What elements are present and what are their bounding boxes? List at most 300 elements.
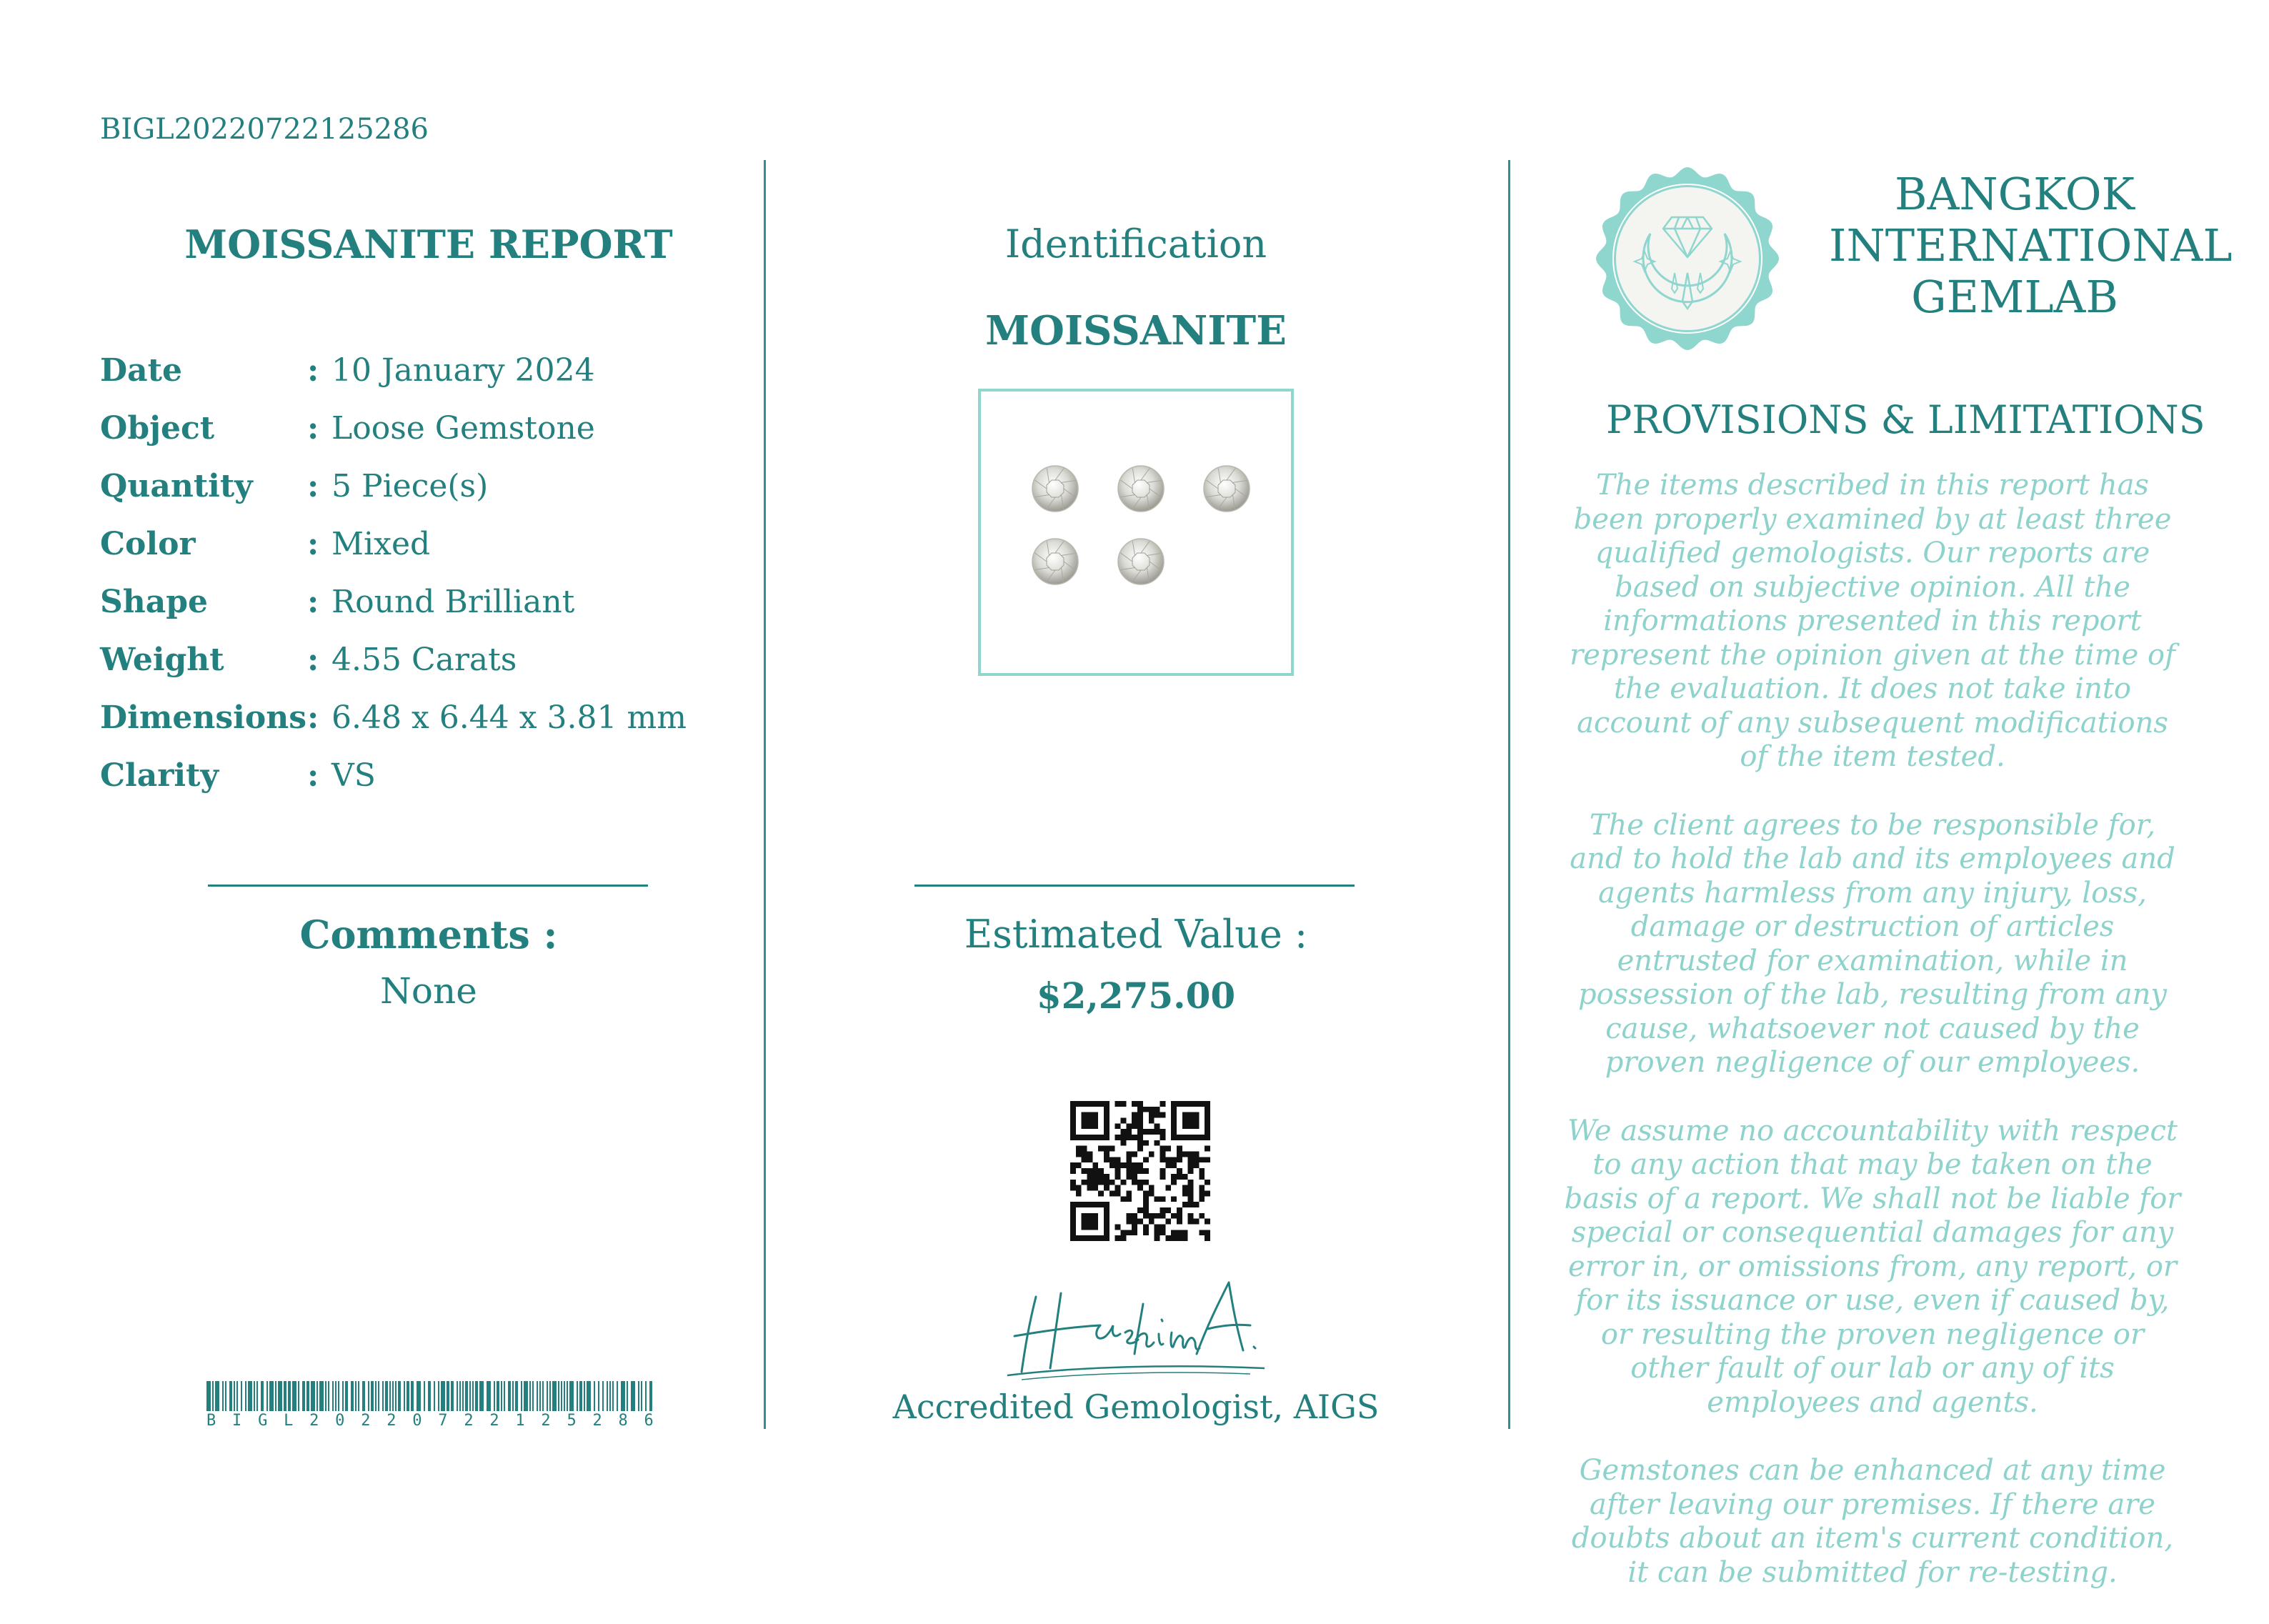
qr-module	[1098, 1174, 1104, 1180]
barcode-bar	[389, 1381, 391, 1411]
qr-module	[1070, 1135, 1076, 1140]
gemstone	[1032, 539, 1078, 584]
qr-module	[1171, 1162, 1177, 1168]
barcode-bar	[358, 1381, 359, 1411]
qr-module	[1188, 1123, 1194, 1129]
barcode-char: I	[232, 1412, 242, 1430]
qr-module	[1098, 1202, 1104, 1207]
barcode-char: 2	[309, 1412, 319, 1430]
qr-module	[1188, 1101, 1194, 1107]
column-divider-right	[1508, 160, 1510, 1429]
qr-module	[1160, 1168, 1165, 1174]
qr-module	[1092, 1112, 1098, 1118]
field-value: 6.48 x 6.44 x 3.81 mm	[331, 699, 687, 736]
qr-module	[1182, 1152, 1188, 1157]
qr-module	[1087, 1112, 1093, 1118]
qr-module	[1092, 1213, 1098, 1219]
barcode-bar	[612, 1381, 614, 1411]
gemologist-signature	[993, 1275, 1279, 1383]
qr-module	[1070, 1230, 1076, 1235]
qr-module	[1087, 1135, 1093, 1140]
qr-module	[1126, 1123, 1132, 1129]
barcode-bar	[524, 1381, 528, 1411]
qr-module	[1070, 1224, 1076, 1230]
barcode-bar	[504, 1381, 505, 1411]
qr-module	[1121, 1135, 1127, 1140]
qr-module	[1171, 1196, 1177, 1202]
barcode-bar	[457, 1381, 458, 1411]
qr-module	[1115, 1123, 1121, 1129]
qr-module	[1205, 1190, 1210, 1196]
qr-module	[1092, 1180, 1098, 1185]
qr-module	[1087, 1180, 1093, 1185]
barcode-char: 0	[335, 1412, 345, 1430]
qr-module	[1132, 1174, 1137, 1180]
barcode-bar	[351, 1381, 354, 1411]
qr-module	[1121, 1140, 1127, 1146]
gemstone	[1118, 466, 1164, 512]
qr-module	[1076, 1162, 1082, 1168]
qr-module	[1137, 1107, 1143, 1112]
barcode-bar	[434, 1381, 435, 1411]
qr-module	[1205, 1230, 1210, 1235]
qr-module	[1104, 1118, 1109, 1124]
gemstone	[1204, 466, 1250, 512]
barcode-bar	[549, 1381, 551, 1411]
qr-module	[1188, 1152, 1194, 1157]
field-value: 4.55 Carats	[331, 642, 517, 678]
qr-module	[1115, 1190, 1121, 1196]
qr-module	[1137, 1101, 1143, 1107]
barcode-bar	[539, 1381, 541, 1411]
qr-module	[1177, 1230, 1182, 1235]
qr-module	[1193, 1162, 1199, 1168]
qr-module	[1137, 1180, 1143, 1185]
qr-module	[1155, 1224, 1160, 1230]
qr-module	[1193, 1123, 1199, 1129]
qr-module	[1155, 1230, 1160, 1235]
qr-module	[1188, 1112, 1194, 1118]
qr-module	[1182, 1112, 1188, 1118]
qr-module	[1087, 1168, 1093, 1174]
provision-paragraph: Gemstones can be enhanced at any time after leaving our premises. If there are doubts about an item's current condition, it can be submitted for re-testing.	[1571, 1454, 2174, 1589]
qr-module	[1205, 1101, 1210, 1107]
qr-module	[1082, 1219, 1087, 1225]
barcode-bar	[567, 1381, 568, 1411]
barcode-bar	[501, 1381, 502, 1411]
field-row-shape	[100, 573, 757, 631]
qr-module	[1087, 1224, 1093, 1230]
qr-module	[1165, 1162, 1171, 1168]
barcode-bar	[564, 1381, 565, 1411]
qr-module	[1104, 1152, 1109, 1157]
barcode-bar	[229, 1381, 232, 1411]
qr-module	[1177, 1157, 1182, 1162]
barcode-bar	[594, 1381, 595, 1411]
qr-module	[1126, 1135, 1132, 1140]
qr-module	[1137, 1123, 1143, 1129]
qr-module	[1193, 1112, 1199, 1118]
qr-module	[1143, 1168, 1149, 1174]
qr-module	[1155, 1235, 1160, 1241]
qr-module	[1160, 1152, 1165, 1157]
barcode-bar	[424, 1381, 425, 1411]
qr-module	[1126, 1174, 1132, 1180]
qr-module	[1182, 1230, 1188, 1235]
qr-module	[1199, 1174, 1205, 1180]
qr-module	[1155, 1196, 1160, 1202]
qr-module	[1126, 1213, 1132, 1219]
barcode-bar	[316, 1381, 318, 1411]
qr-module	[1104, 1146, 1109, 1152]
qr-module	[1205, 1135, 1210, 1140]
qr-module	[1182, 1135, 1188, 1140]
field-label: Shape	[100, 584, 209, 620]
qr-module	[1143, 1202, 1149, 1207]
qr-module	[1171, 1213, 1177, 1219]
qr-module	[1070, 1101, 1076, 1107]
qr-module	[1104, 1135, 1109, 1140]
field-value: 10 January 2024	[331, 352, 595, 389]
qr-module	[1104, 1180, 1109, 1185]
qr-module	[1193, 1157, 1199, 1162]
qr-module	[1182, 1118, 1188, 1124]
barcode-bar	[234, 1381, 235, 1411]
barcode-bar	[288, 1381, 291, 1411]
barcode-bar	[302, 1381, 305, 1411]
qr-module	[1092, 1123, 1098, 1129]
qr-module	[1087, 1219, 1093, 1225]
barcode-bar	[417, 1381, 421, 1411]
qr-module	[1070, 1202, 1076, 1207]
barcode-bar	[378, 1381, 379, 1411]
qr-module	[1082, 1235, 1087, 1241]
qr-module	[1098, 1101, 1104, 1107]
qr-module	[1143, 1230, 1149, 1235]
barcode-bar	[266, 1381, 268, 1411]
qr-module	[1132, 1123, 1137, 1129]
field-value: Round Brilliant	[331, 584, 575, 620]
qr-module	[1115, 1157, 1121, 1162]
qr-module	[1082, 1123, 1087, 1129]
qr-module	[1070, 1107, 1076, 1112]
qr-module	[1143, 1129, 1149, 1135]
barcode-bar	[487, 1381, 491, 1411]
qr-module	[1070, 1219, 1076, 1225]
field-label: Object	[100, 410, 215, 447]
qr-module	[1171, 1180, 1177, 1185]
barcode-bar	[328, 1381, 329, 1411]
barcode-bar	[335, 1381, 336, 1411]
qr-module	[1092, 1162, 1098, 1168]
qr-module	[1104, 1202, 1109, 1207]
qr-module	[1132, 1180, 1137, 1185]
barcode-bar	[275, 1381, 276, 1411]
provision-paragraph: We assume no accountability with respect to any action that may be taken on the basis of a report. We shall not be liable for special or consequential damages for any error in, or omissions from, any report, or for its issuance or use, even if caused by, or resulting the proven negligence or other fault of our lab or any of its employees and agents.	[1564, 1114, 2181, 1419]
qr-module	[1098, 1235, 1104, 1241]
barcode-bar	[558, 1381, 559, 1411]
qr-module	[1109, 1190, 1115, 1196]
qr-module	[1137, 1146, 1143, 1152]
qr-module	[1126, 1190, 1132, 1196]
qr-module	[1121, 1196, 1127, 1202]
barcode-bar	[398, 1381, 401, 1411]
field-row-date	[100, 342, 757, 399]
qr-module	[1082, 1180, 1087, 1185]
barcode-char: 6	[644, 1412, 654, 1430]
barcode-bar	[284, 1381, 286, 1411]
barcode-char: G	[258, 1412, 268, 1430]
qr-module	[1121, 1118, 1127, 1124]
barcode-bar	[362, 1381, 365, 1411]
qr-module	[1082, 1224, 1087, 1230]
qr-module	[1149, 1107, 1155, 1112]
qr-module	[1193, 1152, 1199, 1157]
barcode-bar	[497, 1381, 499, 1411]
barcode-bar	[256, 1381, 258, 1411]
barcode-bar	[451, 1381, 454, 1411]
qr-module	[1205, 1118, 1210, 1124]
barcode-bar	[248, 1381, 252, 1411]
qr-module	[1132, 1219, 1137, 1225]
qr-module	[1098, 1180, 1104, 1185]
barcode-bar	[515, 1381, 518, 1411]
gemstone	[1118, 539, 1164, 584]
qr-module	[1205, 1129, 1210, 1135]
qr-module	[1160, 1112, 1165, 1118]
qr-module	[1193, 1219, 1199, 1225]
barcode-char: 2	[541, 1412, 551, 1430]
qr-module	[1193, 1101, 1199, 1107]
qr-module	[1092, 1185, 1098, 1191]
qr-module	[1199, 1213, 1205, 1219]
qr-module	[1171, 1235, 1177, 1241]
qr-module	[1070, 1235, 1076, 1241]
qr-module	[1104, 1157, 1109, 1162]
barcode-bar	[292, 1381, 296, 1411]
qr-module	[1171, 1174, 1177, 1180]
qr-code	[1070, 1101, 1210, 1241]
qr-module	[1126, 1196, 1132, 1202]
qr-module	[1092, 1118, 1098, 1124]
qr-module	[1104, 1112, 1109, 1118]
qr-module	[1115, 1101, 1121, 1107]
qr-module	[1137, 1185, 1143, 1191]
barcode-char: 2	[361, 1412, 371, 1430]
qr-module	[1087, 1118, 1093, 1124]
qr-module	[1149, 1185, 1155, 1191]
field-label: Weight	[100, 642, 224, 678]
qr-module	[1070, 1162, 1076, 1168]
field-colon: :	[307, 757, 319, 794]
qr-module	[1070, 1180, 1076, 1185]
barcode-bar	[472, 1381, 474, 1411]
qr-module	[1188, 1157, 1194, 1162]
qr-module	[1160, 1135, 1165, 1140]
qr-module	[1126, 1168, 1132, 1174]
qr-module	[1126, 1129, 1132, 1135]
qr-module	[1177, 1135, 1182, 1140]
barcode-bar	[206, 1381, 211, 1411]
qr-module	[1104, 1174, 1109, 1180]
qr-module	[1160, 1213, 1165, 1219]
qr-module	[1177, 1213, 1182, 1219]
qr-module	[1177, 1235, 1182, 1241]
qr-module	[1104, 1123, 1109, 1129]
qr-module	[1165, 1207, 1171, 1213]
qr-module	[1104, 1101, 1109, 1107]
field-label: Date	[100, 352, 182, 389]
qr-module	[1132, 1112, 1137, 1118]
barcode-bar	[529, 1381, 531, 1411]
qr-module	[1082, 1112, 1087, 1118]
barcode-char: 5	[567, 1412, 577, 1430]
barcode-bar	[598, 1381, 599, 1411]
qr-module	[1143, 1196, 1149, 1202]
qr-module	[1205, 1146, 1210, 1152]
qr-module	[1137, 1162, 1143, 1168]
barcode-bar	[438, 1381, 439, 1411]
qr-module	[1098, 1135, 1104, 1140]
barcode-bar	[462, 1381, 464, 1411]
field-colon: :	[307, 642, 319, 678]
barcode-bar	[617, 1381, 618, 1411]
barcode-char: 7	[438, 1412, 448, 1430]
qr-module	[1115, 1168, 1121, 1174]
divider-value	[914, 885, 1355, 887]
qr-module	[1177, 1146, 1182, 1152]
qr-module	[1171, 1101, 1177, 1107]
qr-module	[1160, 1174, 1165, 1180]
qr-module	[1199, 1168, 1205, 1174]
field-value: VS	[331, 757, 376, 794]
provision-paragraph: The items described in this report has been properly examined by at least three qualified gemologists. Our reports are based on subjective opinion. All the informations presented in this report represent the opinion given at the time of the evaluation. It does not take into account of any subsequent modifications of the item tested.	[1570, 469, 2175, 773]
field-value: 5 Piece(s)	[331, 468, 489, 504]
qr-module	[1205, 1157, 1210, 1162]
qr-module	[1205, 1123, 1210, 1129]
qr-module	[1137, 1112, 1143, 1118]
field-row-object	[100, 399, 757, 457]
barcode-char: 2	[489, 1412, 499, 1430]
qr-module	[1087, 1157, 1093, 1162]
qr-module	[1155, 1213, 1160, 1219]
qr-module	[1165, 1157, 1171, 1162]
barcode-bar	[508, 1381, 511, 1411]
qr-module	[1087, 1185, 1093, 1191]
barcode-char: 1	[515, 1412, 525, 1430]
barcode-bar	[306, 1381, 309, 1411]
qr-module	[1149, 1129, 1155, 1135]
provisions-text	[1562, 469, 2183, 1624]
field-colon: :	[307, 526, 319, 562]
lab-name-line: GEMLAB	[1911, 271, 2118, 323]
qr-module	[1121, 1180, 1127, 1185]
barcode-bar	[215, 1381, 219, 1411]
barcode-char: 2	[387, 1412, 397, 1430]
qr-module	[1155, 1140, 1160, 1146]
qr-module	[1171, 1230, 1177, 1235]
qr-module	[1188, 1213, 1194, 1219]
barcode-char: 8	[618, 1412, 628, 1430]
provision-paragraph: The client agrees to be responsible for, and to hold the lab and its employees and agents harmless from any injury, loss, damage or destruction of articles entrusted for examination, while in possession of the lab, resulting from any cause, whatsoever not caused by the proven negligence of our employees.	[1570, 808, 2175, 1079]
barcode-bar	[382, 1381, 384, 1411]
qr-module	[1115, 1224, 1121, 1230]
qr-module	[1205, 1112, 1210, 1118]
qr-module	[1177, 1219, 1182, 1225]
qr-module	[1182, 1190, 1188, 1196]
barcode-bar	[407, 1381, 409, 1411]
barcode-bar	[338, 1381, 339, 1411]
qr-module	[1137, 1168, 1143, 1174]
qr-module	[1160, 1101, 1165, 1107]
qr-module	[1070, 1213, 1076, 1219]
qr-module	[1155, 1123, 1160, 1129]
qr-module	[1115, 1162, 1121, 1168]
barcode-bar	[561, 1381, 562, 1411]
qr-module	[1188, 1190, 1194, 1196]
barcode-char: L	[284, 1412, 294, 1430]
qr-module	[1160, 1146, 1165, 1152]
qr-module	[1171, 1118, 1177, 1124]
qr-module	[1076, 1152, 1082, 1157]
qr-module	[1199, 1101, 1205, 1107]
barcode	[206, 1381, 654, 1411]
barcode-bar	[552, 1381, 557, 1411]
barcode-bar	[521, 1381, 522, 1411]
gemstone-photo	[978, 389, 1294, 676]
barcode-bar	[375, 1381, 376, 1411]
qr-module	[1199, 1190, 1205, 1196]
qr-module	[1160, 1230, 1165, 1235]
barcode-bar	[392, 1381, 394, 1411]
qr-module	[1104, 1107, 1109, 1112]
qr-module	[1165, 1146, 1171, 1152]
qr-module	[1126, 1230, 1132, 1235]
field-row-color	[100, 515, 757, 573]
qr-module	[1104, 1207, 1109, 1213]
qr-module	[1171, 1107, 1177, 1112]
qr-module	[1149, 1152, 1155, 1157]
barcode-bar	[245, 1381, 246, 1411]
qr-module	[1160, 1129, 1165, 1135]
gemstone-photo-stones	[981, 392, 1291, 673]
qr-module	[1104, 1219, 1109, 1225]
identification-value: MOISSANITE	[985, 307, 1287, 354]
barcode-bar	[609, 1381, 611, 1411]
barcode-bar	[428, 1381, 431, 1411]
provisions-title: PROVISIONS & LIMITATIONS	[1606, 397, 2205, 442]
qr-module	[1092, 1224, 1098, 1230]
barcode-bar	[385, 1381, 388, 1411]
qr-module	[1199, 1157, 1205, 1162]
qr-module	[1188, 1202, 1194, 1207]
qr-module	[1070, 1207, 1076, 1213]
field-label: Quantity	[100, 468, 253, 504]
qr-module	[1115, 1185, 1121, 1191]
qr-module	[1104, 1224, 1109, 1230]
qr-module	[1121, 1101, 1127, 1107]
qr-module	[1082, 1168, 1087, 1174]
barcode-bar	[278, 1381, 282, 1411]
qr-module	[1087, 1235, 1093, 1241]
qr-module	[1104, 1235, 1109, 1241]
qr-module	[1087, 1174, 1093, 1180]
qr-module	[1188, 1196, 1194, 1202]
qr-module	[1104, 1185, 1109, 1191]
barcode-bar	[332, 1381, 334, 1411]
barcode-bar	[512, 1381, 514, 1411]
qr-module	[1205, 1107, 1210, 1112]
